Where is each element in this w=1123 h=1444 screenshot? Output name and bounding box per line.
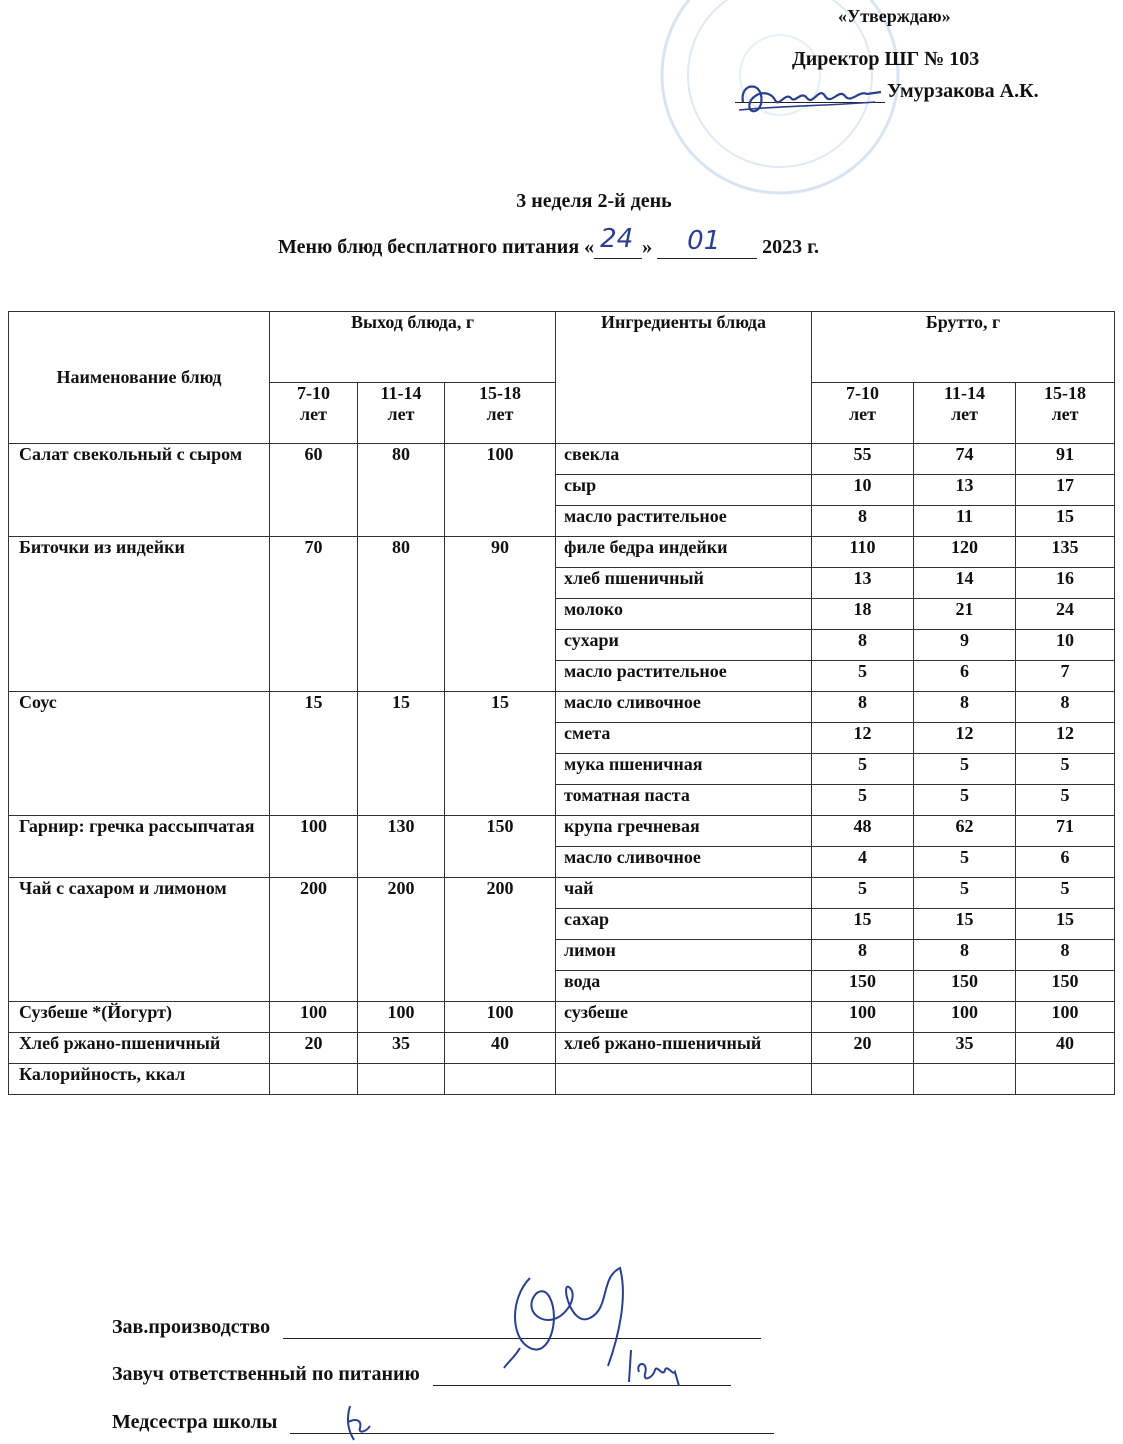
ingredient-name: молоко — [556, 599, 812, 630]
nurse-signature — [340, 1400, 380, 1444]
dish-output-0: 70 — [270, 537, 358, 692]
date-month-field — [657, 226, 757, 259]
dish-output-2: 100 — [445, 1002, 556, 1033]
ingredient-brutto-2: 71 — [1016, 816, 1115, 847]
ingredient-brutto-2: 135 — [1016, 537, 1115, 568]
column-header-dish-name: Наименование блюд — [9, 312, 270, 444]
ingredient-brutto-2: 100 — [1016, 1002, 1115, 1033]
dish-output-0: 15 — [270, 692, 358, 816]
ingredient-brutto-2: 40 — [1016, 1033, 1115, 1064]
dish-output-2: 90 — [445, 537, 556, 692]
ingredient-brutto-1: 5 — [914, 878, 1016, 909]
calories-empty-cell — [1016, 1064, 1115, 1095]
ingredient-brutto-0: 5 — [812, 785, 914, 816]
calories-label: Калорийность, ккал — [9, 1064, 270, 1095]
ingredient-brutto-0: 20 — [812, 1033, 914, 1064]
ingredient-brutto-0: 8 — [812, 630, 914, 661]
ingredient-brutto-0: 13 — [812, 568, 914, 599]
calories-empty-cell — [556, 1064, 812, 1095]
age-range: 15-18 — [479, 383, 522, 403]
age-range: 15-18 — [1044, 383, 1087, 403]
approval-heading: «Утверждаю» — [838, 6, 951, 26]
ingredient-brutto-2: 6 — [1016, 847, 1115, 878]
dish-name: Гарнир: гречка рассыпчатая — [9, 816, 270, 878]
table-row — [9, 878, 1115, 909]
ingredient-name: хлеб ржано-пшеничный — [556, 1033, 812, 1064]
dish-output-0: 200 — [270, 878, 358, 1002]
head-teacher-signature — [625, 1342, 685, 1392]
ingredient-brutto-0: 10 — [812, 475, 914, 506]
dish-output-1: 200 — [358, 878, 445, 1002]
dish-output-1: 35 — [358, 1033, 445, 1064]
age-range: 11-14 — [944, 383, 986, 403]
ingredient-brutto-0: 8 — [812, 940, 914, 971]
ingredient-brutto-0: 12 — [812, 723, 914, 754]
dish-output-1: 80 — [358, 444, 445, 537]
ingredient-brutto-2: 5 — [1016, 878, 1115, 909]
brutto-age-header-2 — [1016, 383, 1115, 444]
ingredient-name: сузбеше — [556, 1002, 812, 1033]
ingredient-brutto-2: 5 — [1016, 785, 1115, 816]
ingredient-brutto-0: 5 — [812, 661, 914, 692]
ingredient-brutto-1: 21 — [914, 599, 1016, 630]
dish-name: Чай с сахаром и лимоном — [9, 878, 270, 1002]
ingredient-name: свекла — [556, 444, 812, 475]
age-unit: лет — [300, 404, 327, 424]
ingredient-brutto-1: 62 — [914, 816, 1016, 847]
dish-output-0: 100 — [270, 1002, 358, 1033]
ingredient-name: сахар — [556, 909, 812, 940]
menu-table — [8, 311, 1115, 1095]
ingredient-name: мука пшеничная — [556, 754, 812, 785]
ingredient-brutto-1: 120 — [914, 537, 1016, 568]
calories-empty-cell — [812, 1064, 914, 1095]
ingredient-name: сыр — [556, 475, 812, 506]
menu-title-quote-close: » — [642, 236, 653, 258]
ingredient-brutto-2: 15 — [1016, 909, 1115, 940]
output-age-header-2 — [445, 383, 556, 444]
ingredient-brutto-1: 5 — [914, 847, 1016, 878]
ingredient-name: хлеб пшеничный — [556, 568, 812, 599]
output-age-header-0 — [270, 383, 358, 444]
age-range: 7-10 — [297, 383, 330, 403]
age-range: 11-14 — [380, 383, 422, 403]
ingredient-brutto-1: 8 — [914, 940, 1016, 971]
calories-row — [9, 1064, 1115, 1095]
week-day-heading: 3 неделя 2-й день — [516, 190, 672, 212]
ingredient-brutto-2: 5 — [1016, 754, 1115, 785]
dish-output-1: 80 — [358, 537, 445, 692]
calories-empty-cell — [270, 1064, 358, 1095]
table-row — [9, 537, 1115, 568]
ingredient-brutto-1: 11 — [914, 506, 1016, 537]
ingredient-brutto-2: 8 — [1016, 692, 1115, 723]
ingredient-brutto-0: 100 — [812, 1002, 914, 1033]
dish-name: Биточки из индейки — [9, 537, 270, 692]
brutto-age-header-0 — [812, 383, 914, 444]
column-header-brutto: Брутто, г — [812, 312, 1115, 383]
director-signature — [735, 72, 885, 122]
ingredient-brutto-0: 8 — [812, 506, 914, 537]
dish-output-2: 150 — [445, 816, 556, 878]
age-range: 7-10 — [846, 383, 880, 403]
ingredient-brutto-1: 5 — [914, 785, 1016, 816]
date-month-handwritten: 01 — [687, 226, 721, 256]
date-day-handwritten: 24 — [600, 224, 634, 254]
ingredient-name: масло сливочное — [556, 692, 812, 723]
column-header-ingredients: Ингредиенты блюда — [556, 312, 812, 444]
director-name: Умурзакова А.К. — [887, 80, 1039, 102]
ingredient-brutto-0: 150 — [812, 971, 914, 1002]
date-day-field — [594, 224, 642, 259]
head-teacher-label: Завуч ответственный по питанию — [112, 1363, 420, 1385]
ingredient-brutto-0: 15 — [812, 909, 914, 940]
calories-empty-cell — [358, 1064, 445, 1095]
ingredient-name: лимон — [556, 940, 812, 971]
table-row — [9, 692, 1115, 723]
ingredient-brutto-1: 100 — [914, 1002, 1016, 1033]
menu-title-year: 2023 г. — [762, 236, 819, 258]
ingredient-brutto-1: 150 — [914, 971, 1016, 1002]
dish-output-1: 15 — [358, 692, 445, 816]
age-unit: лет — [849, 404, 876, 424]
output-age-header-1 — [358, 383, 445, 444]
ingredient-name: вода — [556, 971, 812, 1002]
nurse-label: Медсестра школы — [112, 1411, 278, 1433]
ingredient-name: филе бедра индейки — [556, 537, 812, 568]
menu-title-prefix: Меню блюд бесплатного питания « — [278, 236, 595, 258]
footer-nurse — [112, 1411, 774, 1434]
age-unit: лет — [951, 404, 978, 424]
calories-empty-cell — [445, 1064, 556, 1095]
ingredient-name: масло сливочное — [556, 847, 812, 878]
table-row — [9, 816, 1115, 847]
dish-name: Сузбеше *(Йогурт) — [9, 1002, 270, 1033]
dish-output-0: 100 — [270, 816, 358, 878]
ingredient-brutto-0: 5 — [812, 754, 914, 785]
ingredient-brutto-2: 91 — [1016, 444, 1115, 475]
ingredient-brutto-0: 18 — [812, 599, 914, 630]
ingredient-brutto-1: 13 — [914, 475, 1016, 506]
ingredient-brutto-1: 35 — [914, 1033, 1016, 1064]
dish-output-2: 40 — [445, 1033, 556, 1064]
ingredient-brutto-1: 9 — [914, 630, 1016, 661]
table-row — [9, 1033, 1115, 1064]
menu-title — [278, 224, 819, 259]
ingredient-name: томатная паста — [556, 785, 812, 816]
dish-output-0: 20 — [270, 1033, 358, 1064]
column-header-output: Выход блюда, г — [270, 312, 556, 383]
ingredient-brutto-1: 14 — [914, 568, 1016, 599]
ingredient-brutto-1: 8 — [914, 692, 1016, 723]
ingredient-brutto-1: 15 — [914, 909, 1016, 940]
dish-output-2: 200 — [445, 878, 556, 1002]
ingredient-brutto-1: 74 — [914, 444, 1016, 475]
dish-output-0: 60 — [270, 444, 358, 537]
ingredient-brutto-2: 17 — [1016, 475, 1115, 506]
ingredient-brutto-2: 12 — [1016, 723, 1115, 754]
dish-output-2: 100 — [445, 444, 556, 537]
ingredient-brutto-2: 7 — [1016, 661, 1115, 692]
footer-production — [112, 1316, 761, 1339]
ingredient-brutto-0: 48 — [812, 816, 914, 847]
ingredient-brutto-2: 15 — [1016, 506, 1115, 537]
age-unit: лет — [1051, 404, 1079, 424]
dish-output-2: 15 — [445, 692, 556, 816]
dish-name: Соус — [9, 692, 270, 816]
calories-empty-cell — [914, 1064, 1016, 1095]
ingredient-brutto-1: 5 — [914, 754, 1016, 785]
ingredient-name: сухари — [556, 630, 812, 661]
age-unit: лет — [486, 404, 514, 424]
director-title: Директор ШГ № 103 — [792, 48, 980, 70]
ingredient-brutto-2: 8 — [1016, 940, 1115, 971]
ingredient-brutto-1: 12 — [914, 723, 1016, 754]
ingredient-name: масло растительное — [556, 506, 812, 537]
ingredient-name: смета — [556, 723, 812, 754]
dish-name: Салат свекольный с сыром — [9, 444, 270, 537]
table-row — [9, 1002, 1115, 1033]
ingredient-brutto-0: 5 — [812, 878, 914, 909]
ingredient-brutto-0: 110 — [812, 537, 914, 568]
production-label: Зав.производство — [112, 1316, 271, 1338]
ingredient-brutto-0: 4 — [812, 847, 914, 878]
dish-output-1: 130 — [358, 816, 445, 878]
ingredient-brutto-2: 10 — [1016, 630, 1115, 661]
dish-name: Хлеб ржано-пшеничный — [9, 1033, 270, 1064]
ingredient-name: крупа гречневая — [556, 816, 812, 847]
ingredient-name: масло растительное — [556, 661, 812, 692]
age-unit: лет — [387, 404, 415, 424]
ingredient-brutto-2: 150 — [1016, 971, 1115, 1002]
brutto-age-header-1 — [914, 383, 1016, 444]
ingredient-brutto-2: 16 — [1016, 568, 1115, 599]
ingredient-brutto-0: 8 — [812, 692, 914, 723]
ingredient-brutto-1: 6 — [914, 661, 1016, 692]
ingredient-name: чай — [556, 878, 812, 909]
ingredient-brutto-0: 55 — [812, 444, 914, 475]
dish-output-1: 100 — [358, 1002, 445, 1033]
table-row — [9, 444, 1115, 475]
ingredient-brutto-2: 24 — [1016, 599, 1115, 630]
